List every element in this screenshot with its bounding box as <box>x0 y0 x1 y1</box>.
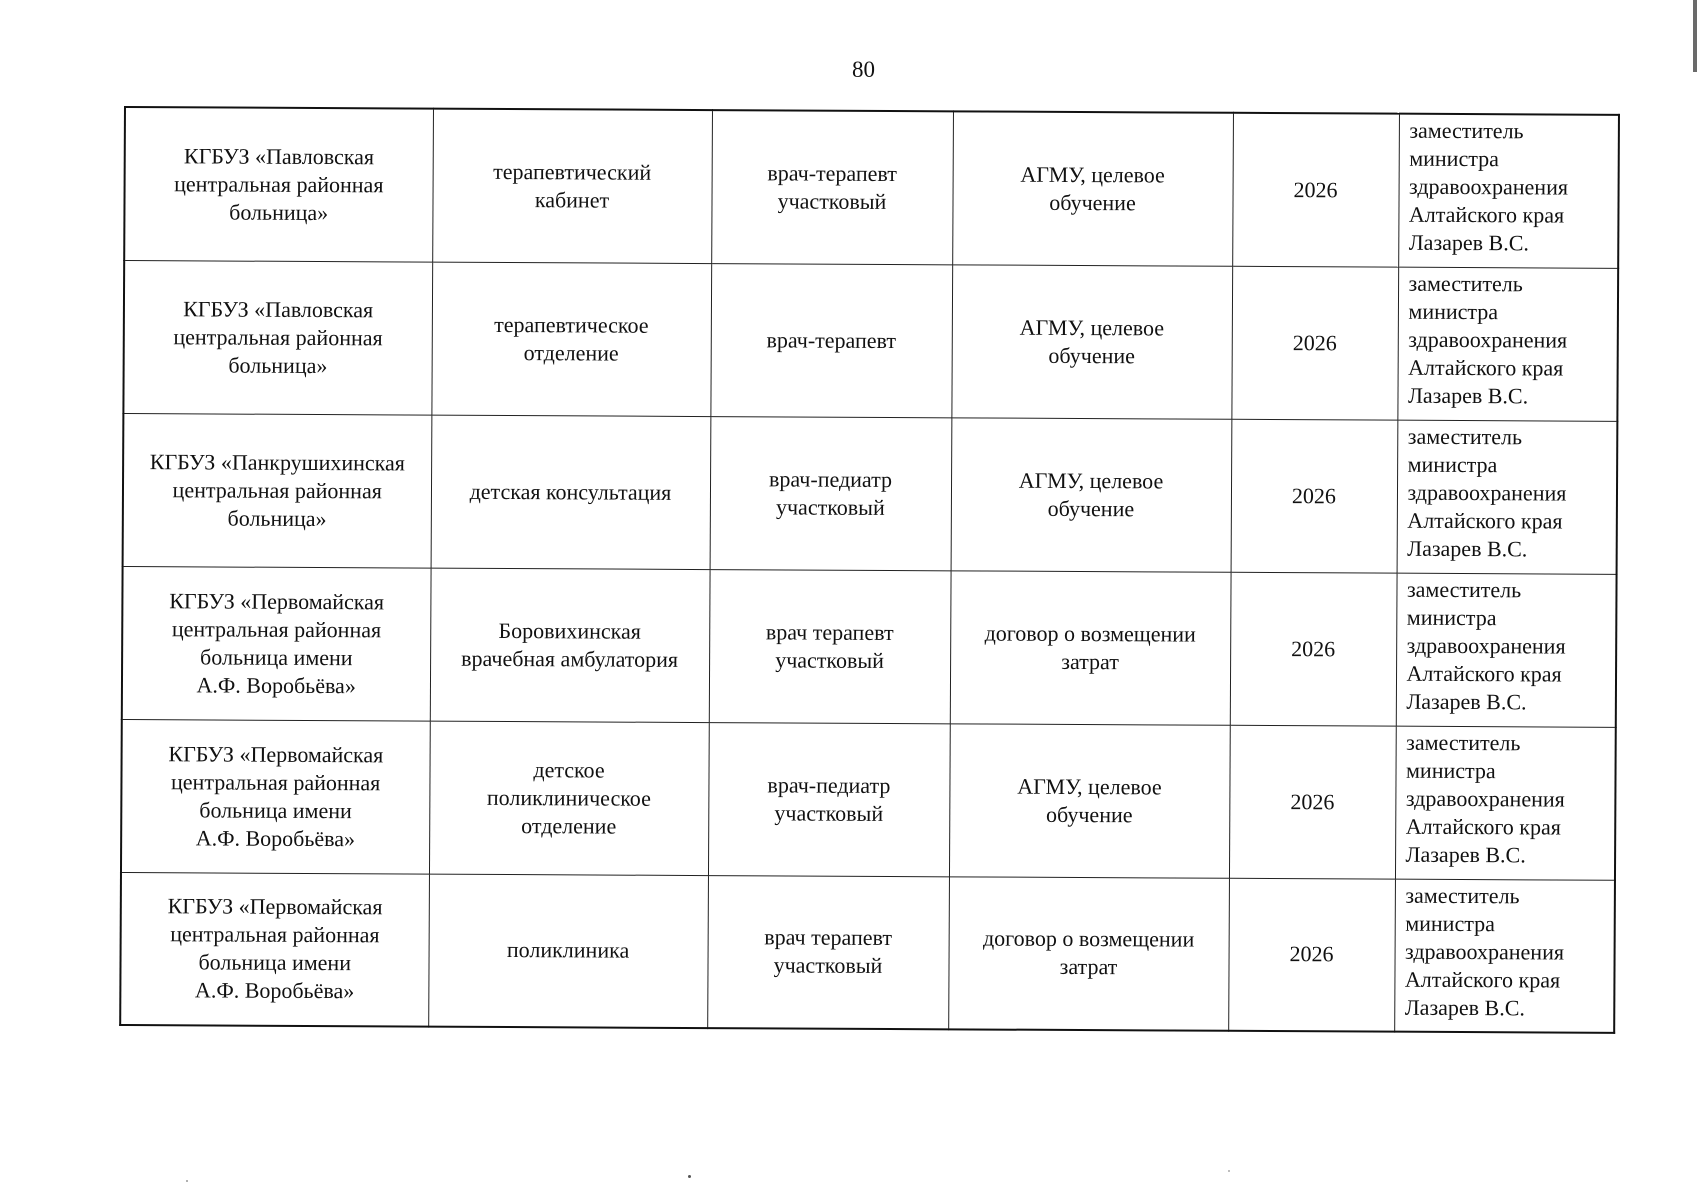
table-row <box>124 107 1619 268</box>
training-source-cell: АГМУ, целевое обучение <box>951 417 1232 571</box>
position-cell: врач-терапевт участковый <box>711 110 953 264</box>
organization-cell: КГБУЗ «Первомайская центральная районная больница имени А.Ф. Воробьёва» <box>120 872 429 1027</box>
training-source-cell: договор о возмещении затрат <box>950 570 1231 724</box>
scan-edge-mark <box>1693 0 1697 72</box>
organization-cell: КГБУЗ «Панкрушихинская центральная районная больница» <box>123 413 432 568</box>
scan-speck <box>688 1175 691 1178</box>
responsible-official-cell: заместитель министра здравоохранения Алтайского края Лазарев В.С. <box>1397 420 1618 574</box>
responsible-official-cell: заместитель министра здравоохранения Алтайского края Лазарев В.С. <box>1396 573 1617 727</box>
table-row <box>120 872 1615 1033</box>
department-cell: детская консультация <box>431 415 711 569</box>
responsible-official-cell: заместитель министра здравоохранения Алтайского края Лазарев В.С. <box>1398 114 1619 268</box>
organization-cell: КГБУЗ «Первомайская центральная районная больница имени А.Ф. Воробьёва» <box>122 566 431 721</box>
position-cell: врач терапевт участковый <box>709 569 951 723</box>
organization-cell: КГБУЗ «Первомайская центральная районная больница имени А.Ф. Воробьёва» <box>121 719 430 874</box>
responsible-official-cell: заместитель министра здравоохранения Алтайского края Лазарев В.С. <box>1394 879 1615 1033</box>
table-row <box>121 719 1616 880</box>
staffing-table <box>119 106 1620 1034</box>
department-cell: Боровихинская врачебная амбулатория <box>430 568 710 722</box>
department-cell: терапевтический кабинет <box>432 109 712 263</box>
department-cell: поликлиника <box>428 874 708 1028</box>
position-cell: врач-педиатр участковый <box>710 416 952 570</box>
organization-cell: КГБУЗ «Павловская центральная районная больница» <box>123 260 432 415</box>
training-source-cell: договор о возмещении затрат <box>948 876 1229 1030</box>
year-cell: 2026 <box>1231 266 1398 420</box>
table-row <box>123 260 1618 421</box>
department-cell: терапевтическое отделение <box>431 262 711 416</box>
page-number: 80 <box>852 57 875 82</box>
table-row <box>122 566 1617 727</box>
position-cell: врач-педиатр участковый <box>708 722 950 876</box>
position-cell: врач терапевт участковый <box>707 875 949 1029</box>
year-cell: 2026 <box>1230 572 1397 726</box>
organization-cell: КГБУЗ «Павловская центральная районная больница» <box>124 107 433 262</box>
department-cell: детское поликлиническое отделение <box>429 721 709 875</box>
year-cell: 2026 <box>1232 113 1399 267</box>
year-cell: 2026 <box>1228 878 1395 1032</box>
scan-speck <box>186 1180 188 1182</box>
scan-speck <box>1228 1170 1230 1172</box>
position-cell: врач-терапевт <box>710 263 952 417</box>
responsible-official-cell: заместитель министра здравоохранения Алтайского края Лазарев В.С. <box>1397 267 1618 421</box>
table-row <box>123 413 1618 574</box>
year-cell: 2026 <box>1231 419 1398 573</box>
training-source-cell: АГМУ, целевое обучение <box>952 111 1233 265</box>
training-source-cell: АГМУ, целевое обучение <box>951 264 1232 418</box>
training-source-cell: АГМУ, целевое обучение <box>949 723 1230 877</box>
year-cell: 2026 <box>1229 725 1396 879</box>
responsible-official-cell: заместитель министра здравоохранения Алтайского края Лазарев В.С. <box>1395 726 1616 880</box>
